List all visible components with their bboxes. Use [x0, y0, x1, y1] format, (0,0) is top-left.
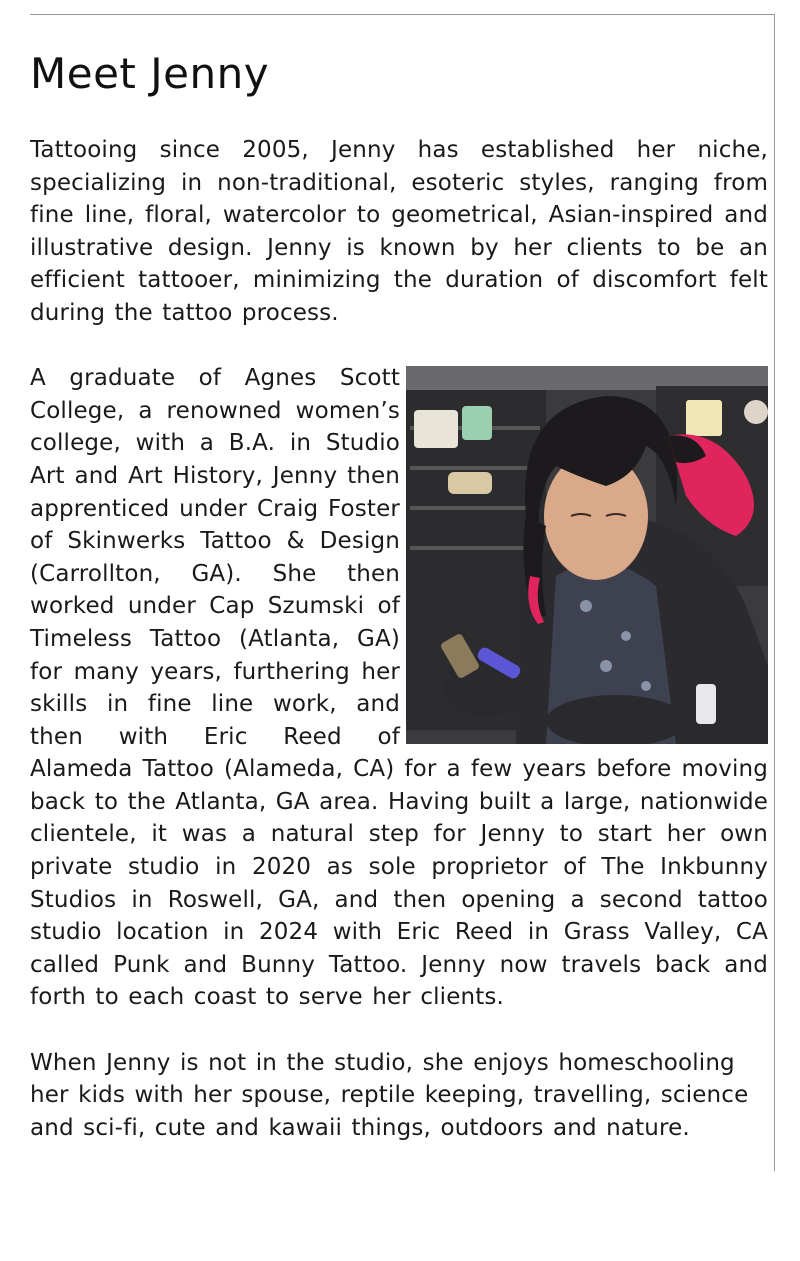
tattoo-artist-illustration	[406, 366, 768, 744]
bio-paragraph-1: Tattooing since 2005, Jenny has established her niche, specializing in non-traditional, esoteric styles, ranging from fine line, floral, watercolor to geometrical, Asian-inspired and illustrative design. Jenny is known by her clients to be an efficient tattooer, minimizing the duration of discomfort felt during the tattoo process.	[30, 137, 768, 326]
page-title: Meet Jenny	[30, 49, 270, 98]
bio-content	[30, 134, 768, 1144]
bio-paragraph-2: A graduate of Agnes Scott College, a renowned women’s college, with a B.A. in Studio Art and Art History, Jenny then apprenticed under Craig Foster of Skinwerks Tattoo & Design (Carrollton, GA). She then worked under Cap Szumski of Timeless Tattoo (Atlanta, GA) for many years, furthering her skills in fine line work, and then with Eric Reed of Alameda Tattoo (Alameda, CA) for a few years before moving back to the Atlanta, GA area. Having built a large, nationwide clientele, it was a natural step for Jenny to start her own private studio in 2020 as sole proprietor of The Inkbunny Studios in Roswell, GA, and then opening a second tattoo studio location in 2024 with Eric Reed in Grass Valley, CA called Punk and Bunny Tattoo. Jenny now travels back and forth to each coast to serve her clients.	[30, 365, 768, 1011]
bio-paragraph-3: When Jenny is not in the studio, she enjoys homeschooling her kids with her spouse, reptile keeping, travelling, science and sci-fi, cute and kawaii things, outdoors and nature.	[30, 1049, 749, 1141]
tattoo-artist-photo	[406, 366, 768, 744]
